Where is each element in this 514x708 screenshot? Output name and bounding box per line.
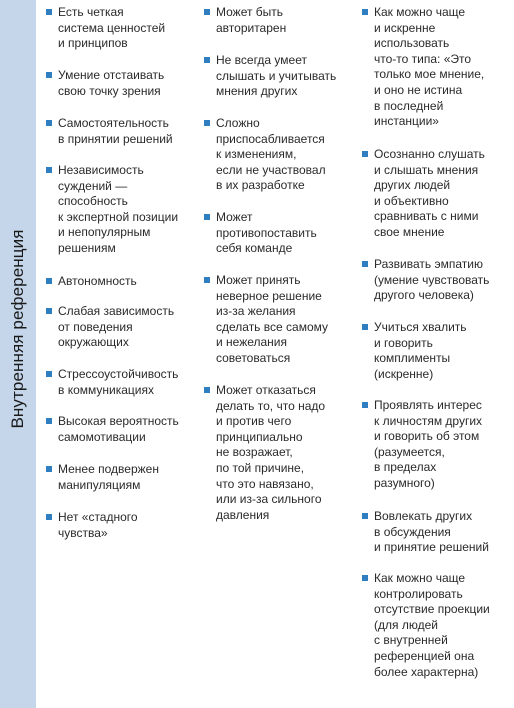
list-item [204, 53, 362, 100]
bullet-icon [362, 324, 368, 330]
item-text: Может отказаться делать то, что надо и против чего принципиально не возражает, по той причине, что это навязано, или из-за сильного давления [216, 383, 326, 522]
list-item [362, 257, 512, 304]
item-text: Высокая вероятность самомотивации [58, 414, 179, 444]
bullet-icon [204, 387, 210, 393]
item-text: Вовлекать других в обсуждения и принятие решений [374, 509, 489, 555]
bullet-icon [362, 575, 368, 581]
bullet-icon [204, 277, 210, 283]
bullet-icon [204, 57, 210, 63]
bullet-icon [362, 402, 368, 408]
side-label: Внутренняя референция [8, 229, 27, 429]
item-text: Стрессоустойчивость в коммуникациях [58, 367, 179, 397]
list-item [46, 5, 204, 52]
bullet-icon [46, 371, 52, 377]
bullet-icon [362, 261, 368, 267]
side-band [0, 0, 36, 708]
item-text: Проявлять интерес к личностям других и говорить об этом (разумеется, в пределах разумного) [374, 398, 483, 490]
list-item [362, 571, 512, 680]
list-item [46, 68, 204, 99]
list-item [46, 367, 204, 398]
list-item [362, 5, 512, 130]
item-text: Менее подвержен манипуляциям [58, 462, 159, 492]
item-text: Может принять неверное решение из-за желания сделать все самому и нежелания советоваться [216, 273, 329, 365]
bullet-icon [204, 214, 210, 220]
bullet-icon [46, 167, 52, 173]
item-text: Может противопоставить себя команде [216, 210, 317, 256]
bullet-icon [46, 308, 52, 314]
list-item [46, 116, 204, 147]
list-item [204, 5, 362, 36]
item-text: Нет «стадного чувства» [58, 510, 138, 540]
list-item [46, 510, 204, 541]
item-text: Есть четкая система ценностей и принципов [58, 5, 166, 51]
bullet-icon [204, 120, 210, 126]
bullet-icon [46, 514, 52, 520]
item-text: Как можно чаще и искренне использовать что-то типа: «Это только мое мнение, и оно не истина в последней инстанции» [374, 5, 485, 129]
bullet-icon [362, 513, 368, 519]
list-item [46, 462, 204, 493]
list-item [46, 274, 204, 290]
list-item [46, 163, 204, 257]
bullet-icon [46, 466, 52, 472]
list-item [362, 147, 512, 241]
item-text: Учиться хвалить и говорить комплименты (искренне) [374, 320, 467, 381]
list-item [204, 273, 362, 367]
bullet-icon [204, 9, 210, 15]
item-text: Как можно чаще контролировать отсутствие проекции (для людей с внутренней референцией она более характерна) [374, 571, 490, 679]
item-text: Не всегда умеет слышать и учитывать мнения других [216, 53, 337, 99]
item-text: Независимость суждений — способность к экспертной позиции и непопулярным решениям [58, 163, 179, 255]
item-text: Развивать эмпатию (умение чувствовать другого человека) [374, 257, 490, 303]
list-item [46, 304, 204, 351]
bullet-icon [362, 151, 368, 157]
item-text: Автономность [58, 274, 137, 288]
item-text: Умение отстаивать свою точку зрения [58, 68, 165, 98]
list-item [362, 398, 512, 492]
bullet-icon [46, 418, 52, 424]
item-text: Самостоятельность в принятии решений [58, 116, 173, 146]
list-item [46, 414, 204, 445]
list-item [362, 320, 512, 382]
bullet-icon [46, 278, 52, 284]
bullet-icon [46, 120, 52, 126]
bullet-icon [46, 9, 52, 15]
list-item [362, 509, 512, 556]
list-item [204, 383, 362, 523]
list-item [204, 116, 362, 194]
item-text: Может быть авторитарен [216, 5, 287, 35]
item-text: Осознанно слушать и слышать мнения других людей и объективно сравнивать с ними свое мнение [374, 147, 485, 239]
list-item [204, 210, 362, 257]
bullet-icon [46, 72, 52, 78]
item-text: Слабая зависимость от поведения окружающих [58, 304, 175, 350]
bullet-icon [362, 9, 368, 15]
item-text: Сложно приспосабливается к изменениям, если не участвовал в их разработке [216, 116, 326, 193]
